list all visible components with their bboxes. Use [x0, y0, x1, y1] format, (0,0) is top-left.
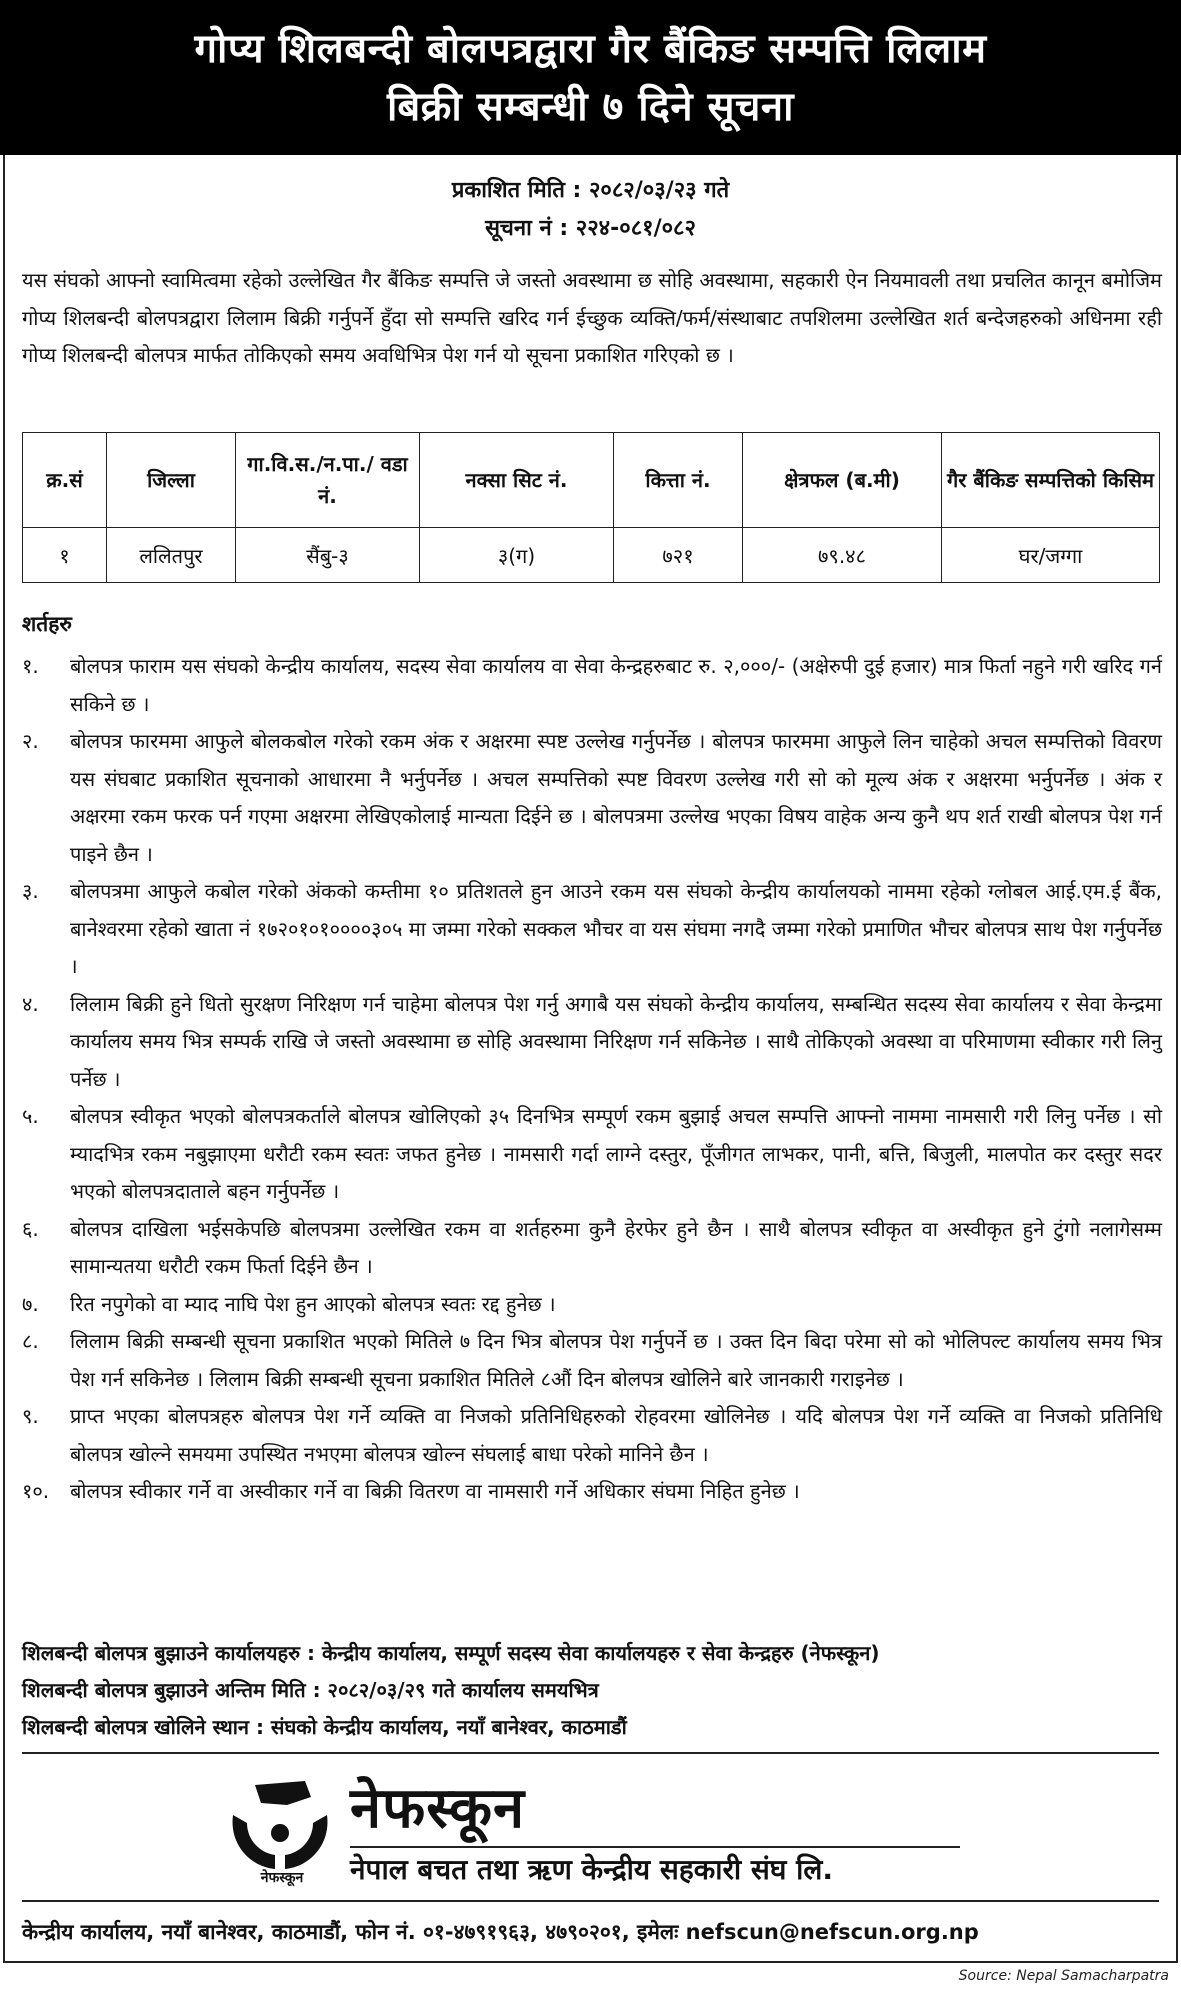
col-serial: क्र.सं [23, 433, 107, 528]
notice-header [0, 0, 1181, 155]
conditions-title: शर्तहरु [22, 612, 72, 636]
cell-ward: सैंबु-३ [236, 528, 420, 583]
condition-item [22, 723, 1162, 873]
header-title-line2: बिक्री सम्बन्धी ७ दिने सूचना [386, 84, 794, 130]
table-row [23, 528, 1160, 583]
cell-district: ललितपुर [107, 528, 236, 583]
property-table [22, 432, 1160, 583]
condition-number: ३. [22, 879, 39, 903]
conditions-list [22, 648, 1162, 1511]
condition-number: ४. [22, 991, 39, 1016]
col-ward: गा.वि.स./न.पा./ वडा नं. [236, 433, 420, 528]
col-property-type: गैर बैंकिङ सम्पत्तिको किसिम [942, 433, 1160, 528]
condition-item [22, 1323, 1162, 1398]
notice-meta [0, 172, 1181, 248]
org-short-name: नेफस्कून [350, 1776, 526, 1841]
published-date: प्रकाशित मिति : २०८२/०३/२३ गते [451, 178, 730, 203]
condition-text: बोलपत्र दाखिला भईसकेपछि बोलपत्रमा उल्लेखित रकम वा शर्तहरुमा कुनै हेरफेर हुने छैन । साथै बोलपत्र स्वीकृत वा अस्वीकृत हुने टुंगो नलागेसम्म सामान्यतया धरौटी रकम फिर्ता दिईने छैन । [70, 1216, 1162, 1278]
submission-info [22, 1635, 1162, 1746]
condition-number: २. [22, 729, 39, 753]
condition-number: ९. [22, 1404, 39, 1428]
notice-number: सूचना नं : २२४-०८१/०८२ [485, 216, 696, 241]
condition-text: बोलपत्र स्वीकार गर्ने वा अस्वीकार गर्ने वा बिक्री वितरण वा नामसारी गर्ने अधिकार संघमा निहित हुनेछ । [70, 1479, 800, 1503]
condition-item [22, 1211, 1162, 1286]
table-header-row [23, 433, 1160, 528]
logo-caption: नेफस्कून [260, 1870, 304, 1886]
cell-area: ७९.४८ [743, 528, 942, 583]
cell-plot-no: ७२१ [614, 528, 743, 583]
condition-text: लिलाम बिक्री सम्बन्धी सूचना प्रकाशित भएको मितिले ७ दिन भित्र बोलपत्र पेश गर्नुपर्ने छ । उक्त दिन बिदा परेमा सो को भोलिपल्ट कार्यालय समय भित्र पेश गर्न सकिनेछ । लिलाम बिक्री सम्बन्धी सूचना प्रकाशित मितिले ८औं दिन बोलपत्र खोलिने बारे जानकारी गराइनेछ । [70, 1329, 1162, 1391]
cell-serial: १ [23, 528, 107, 583]
condition-text: बोलपत्र स्वीकृत भएको बोलपत्रकर्ताले बोलपत्र खोलिएको ३५ दिनभित्र सम्पूर्ण रकम बुझाई अचल सम्पत्ति आफ्नो नाममा नामसारी गरी लिनु पर्नेछ । सो म्यादभित्र रकम नबुझाएमा धरौटी रकम स्वतः जफत हुनेछ । नामसारी गर्दा लाग्ने दस्तुर, पूँजीगत लाभकर, पानी, बत्ति, बिजुली, मालपोत कर दस्तुर सदर भएको बोलपत्रदाताले बहन गर्नुपर्नेछ । [70, 1104, 1162, 1203]
cell-map-sheet: ३(ग) [420, 528, 614, 583]
org-full-name: नेपाल बचत तथा ऋण केन्द्रीय सहकारी संघ लि. [350, 1853, 833, 1886]
condition-text: लिलाम बिक्री हुने धितो सुरक्षण निरिक्षण गर्न चाहेमा बोलपत्र पेश गर्नु अगाबै यस संघको केन्द्रीय कार्यालय, सम्बन्धित सदस्य सेवा कार्यालय र सेवा केन्द्रमा कार्यालय समय भित्र सम्पर्क राखि जे जस्तो अवस्थामा छ सोहि अवस्थामा निरिक्षण गर्न सकिनेछ । साथै तोकिएको अवस्था वा परिमाणमा स्वीकार गरी लिनु पर्नेछ । [70, 991, 1162, 1091]
divider [22, 1900, 1159, 1902]
condition-item [22, 1398, 1162, 1473]
submission-offices: शिलबन्दी बोलपत्र बुझाउने कार्यालयहरु : केन्द्रीय कार्यालय, सम्पूर्ण सदस्य सेवा कार्यालयहरु र सेवा केन्द्रहरु (नेफस्कून) [22, 1641, 880, 1665]
submission-deadline: शिलबन्दी बोलपत्र बुझाउने अन्तिम मिति : २०८२/०३/२९ गते कार्यालय समयभित्र [22, 1678, 599, 1702]
contact-info: केन्द्रीय कार्यालय, नयाँ बानेश्वर, काठमाडौं, फोन नं. ०१-४७९१९६३, ४७९०२०१, इमेलः nefscun@nefscun.org.np [22, 1920, 979, 1944]
col-plot-no: कित्ता नं. [614, 433, 743, 528]
condition-number: १. [22, 654, 39, 678]
condition-number: १०. [22, 1479, 50, 1503]
condition-item [22, 873, 1162, 986]
condition-item [22, 1286, 1162, 1324]
header-title-line1: गोप्य शिलबन्दी बोलपत्रद्वारा गैर बैंकिङ सम्पत्ति लिलाम [194, 26, 987, 72]
condition-text: बोलपत्र फारममा आफुले बोलकबोल गरेको रकम अंक र अक्षरमा स्पष्ट उल्लेख गर्नुपर्नेछ । बोलपत्र फारममा आफुले लिन चाहेको अचल सम्पत्तिको विवरण यस संघबाट प्रकाशित सूचनाको आधारमा नै भर्नुपर्नेछ । अचल सम्पत्तिको स्पष्ट विवरण उल्लेख गरी सो को मूल्य अंक र अक्षरमा भर्नुपर्नेछ । अंक र अक्षरमा रकम फरक पर्न गएमा अक्षरमा लेखिएकोलाई मान्यता दिईने छ । बोलपत्रमा उल्लेख भएका विषय वाहेक अन्य कुनै थप शर्त राखी बोलपत्र पेश गर्न पाइने छैन । [70, 729, 1162, 866]
opening-location: शिलबन्दी बोलपत्र खोलिने स्थान : संघको केन्द्रीय कार्यालय, नयाँ बानेश्वर, काठमाडौं [22, 1715, 627, 1739]
org-name-underline [350, 1846, 960, 1848]
condition-number: ८. [22, 1329, 39, 1353]
col-area: क्षेत्रफल (ब.मी) [743, 433, 942, 528]
divider [22, 1752, 1159, 1754]
condition-item [22, 1098, 1162, 1211]
intro-paragraph: यस संघको आफ्नो स्वामित्वमा रहेको उल्लेखित गैर बैंकिङ सम्पत्ति जे जस्तो अवस्थामा छ सोहि अवस्थामा, सहकारी ऐन नियमावली तथा प्रचलित कानून बमोजिम गोप्य शिलबन्दी बोलपत्रद्वारा लिलाम बिक्री गर्नुपर्ने हुँदा सो सम्पत्ति खरिद गर्न ईच्छुक व्यक्ति/फर्म/संस्थाबाट तपशिलमा उल्लेखित शर्त बन्देजहरुको अधिनमा रही गोप्य शिलबन्दी बोलपत्र मार्फत तोकिएको समय अवधिभित्र पेश गर्न यो सूचना प्रकाशित गरिएको छ । [22, 268, 1162, 367]
col-map-sheet: नक्सा सिट नं. [420, 433, 614, 528]
condition-number: ५. [22, 1104, 39, 1128]
condition-item [22, 1473, 1162, 1511]
condition-text: प्राप्त भएका बोलपत्रहरु बोलपत्र पेश गर्ने व्यक्ति वा निजको प्रतिनिधिहरुको रोहवरमा खोलिनेछ । यदि बोलपत्र पेश गर्ने व्यक्ति वा निजको प्रतिनिधि बोलपत्र खोल्ने समयमा उपस्थित नभएमा बोलपत्र खोल्न संघलाई बाधा परेको मानिने छैन । [70, 1404, 1162, 1466]
condition-number: ६. [22, 1216, 39, 1241]
condition-text: रित नपुगेको वा म्याद नाघि पेश हुन आएको बोलपत्र स्वतः रद्द हुनेछ । [70, 1291, 556, 1316]
nefscun-logo-icon [225, 1775, 335, 1883]
condition-text: बोलपत्र फाराम यस संघको केन्द्रीय कार्यालय, सदस्य सेवा कार्यालय वा सेवा केन्द्रहरुबाट रु. २,०००/- (अक्षेरुपी दुई हजार) मात्र फिर्ता नहुने गरी खरिद गर्न सकिने छ । [70, 654, 1162, 716]
condition-text: बोलपत्रमा आफुले कबोल गरेको अंकको कम्तीमा १० प्रतिशतले हुन आउने रकम यस संघको केन्द्रीय कार्यालयको नाममा रहेको ग्लोबल आई.एम.ई बैंक, बानेश्वरमा रहेको खाता नं १७२०१०१००००३०५ मा जम्मा गरेको सक्कल भौचर वा यस संघमा नगदै जम्मा गरेको प्रमाणित भौचर बोलपत्र साथ पेश गर्नुपर्नेछ । [70, 879, 1162, 978]
condition-item [22, 986, 1162, 1099]
cell-property-type: घर/जग्गा [942, 528, 1160, 583]
condition-number: ७. [22, 1291, 39, 1316]
col-district: जिल्ला [107, 433, 236, 528]
condition-item [22, 648, 1162, 723]
source-credit: Source: Nepal Samacharpatra [958, 1968, 1169, 1984]
